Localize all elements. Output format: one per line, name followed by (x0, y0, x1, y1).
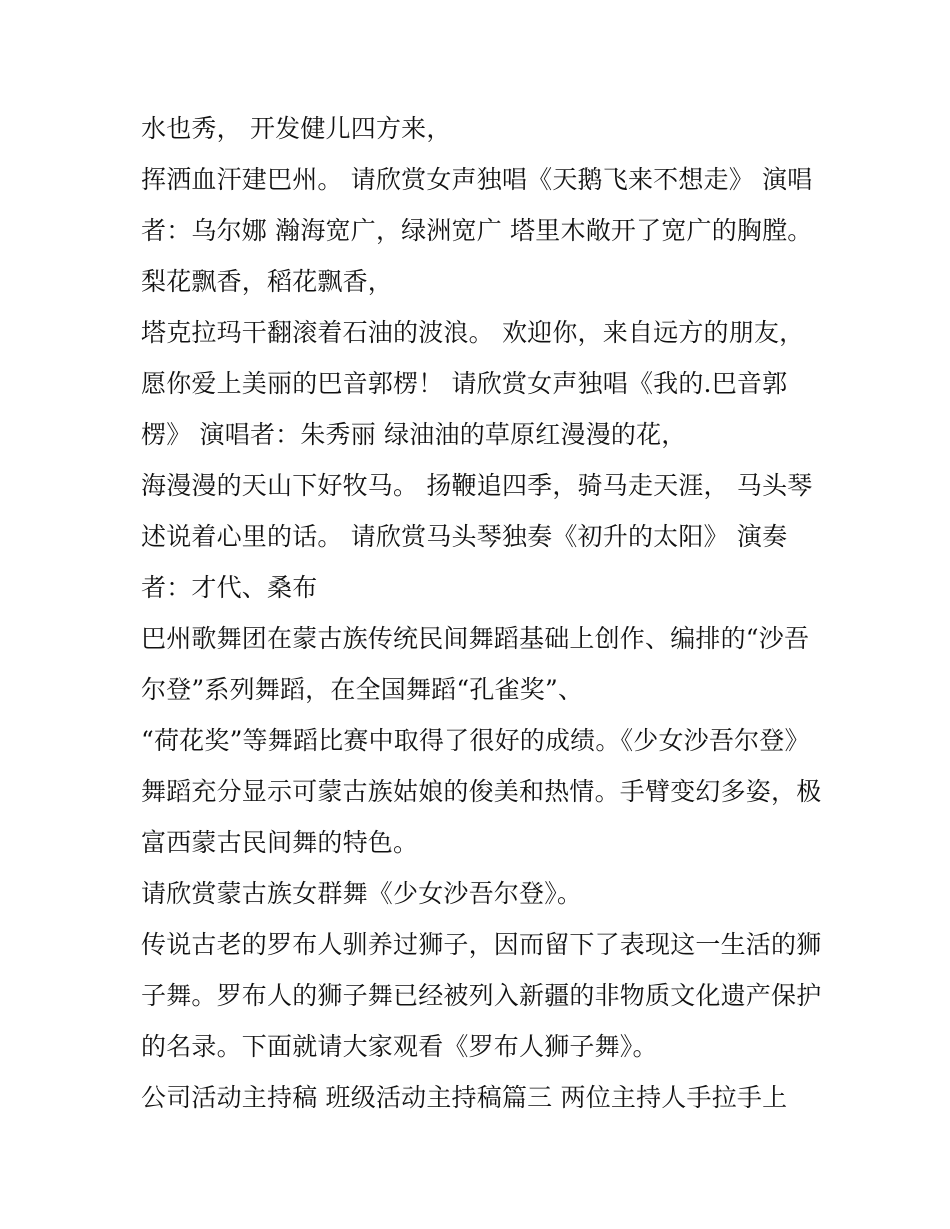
text-line-4: 梨花飘香，稻花飘香， (141, 267, 394, 296)
text-line-7: 楞》 演唱者：朱秀丽 绿油油的草原红漫漫的花， (141, 420, 687, 449)
text-line-19: 的名录。下面就请大家观看《罗布人狮子舞》。 (141, 1032, 658, 1061)
text-line-8: 海漫漫的天山下好牧马。 扬鞭追四季，骑马走天涯， 马头琴 (141, 471, 813, 500)
text-line-20: 公司活动主持稿 班级活动主持稿篇三 两位主持人手拉手上 (141, 1083, 788, 1112)
text-line-18: 子舞。罗布人的狮子舞已经被列入新疆的非物质文化遗产保护 (141, 981, 822, 1010)
text-line-9: 述说着心里的话。 请欣赏马头琴独奏《初升的太阳》 演奏 (141, 522, 788, 551)
text-line-13: “荷花奖”等舞蹈比赛中取得了很好的成绩。《少女沙吾尔登》 (141, 726, 810, 755)
body-text (141, 110, 841, 1130)
text-line-14: 舞蹈充分显示可蒙古族姑娘的俊美和热情。手臂变幻多姿，极 (141, 777, 822, 806)
text-line-17: 传说古老的罗布人驯养过狮子，因而留下了表现这一生活的狮 (141, 930, 822, 959)
text-line-3: 者：乌尔娜 瀚海宽广，绿洲宽广 塔里木敞开了宽广的胸膛。 (141, 216, 813, 245)
text-line-11: 巴州歌舞团在蒙古族传统民间舞蹈基础上创作、编排的“沙吾 (141, 624, 810, 653)
text-line-15: 富西蒙古民间舞的特色。 (141, 828, 419, 857)
text-line-1: 水也秀， 开发健儿四方来， (141, 114, 452, 143)
text-line-16: 请欣赏蒙古族女群舞《少女沙吾尔登》。 (141, 879, 583, 908)
text-line-12: 尔登”系列舞蹈，在全国舞蹈“孔雀奖”、 (141, 675, 584, 704)
text-line-2: 挥洒血汗建巴州。 请欣赏女声独唱《天鹅飞来不想走》 演唱 (141, 165, 813, 194)
text-line-6: 愿你爱上美丽的巴音郭楞！ 请欣赏女声独唱《我的.巴音郭 (141, 369, 788, 398)
text-line-5: 塔克拉玛干翻滚着石油的波浪。 欢迎你，来自远方的朋友， (141, 318, 805, 347)
text-line-10: 者：才代、桑布 (141, 573, 318, 602)
